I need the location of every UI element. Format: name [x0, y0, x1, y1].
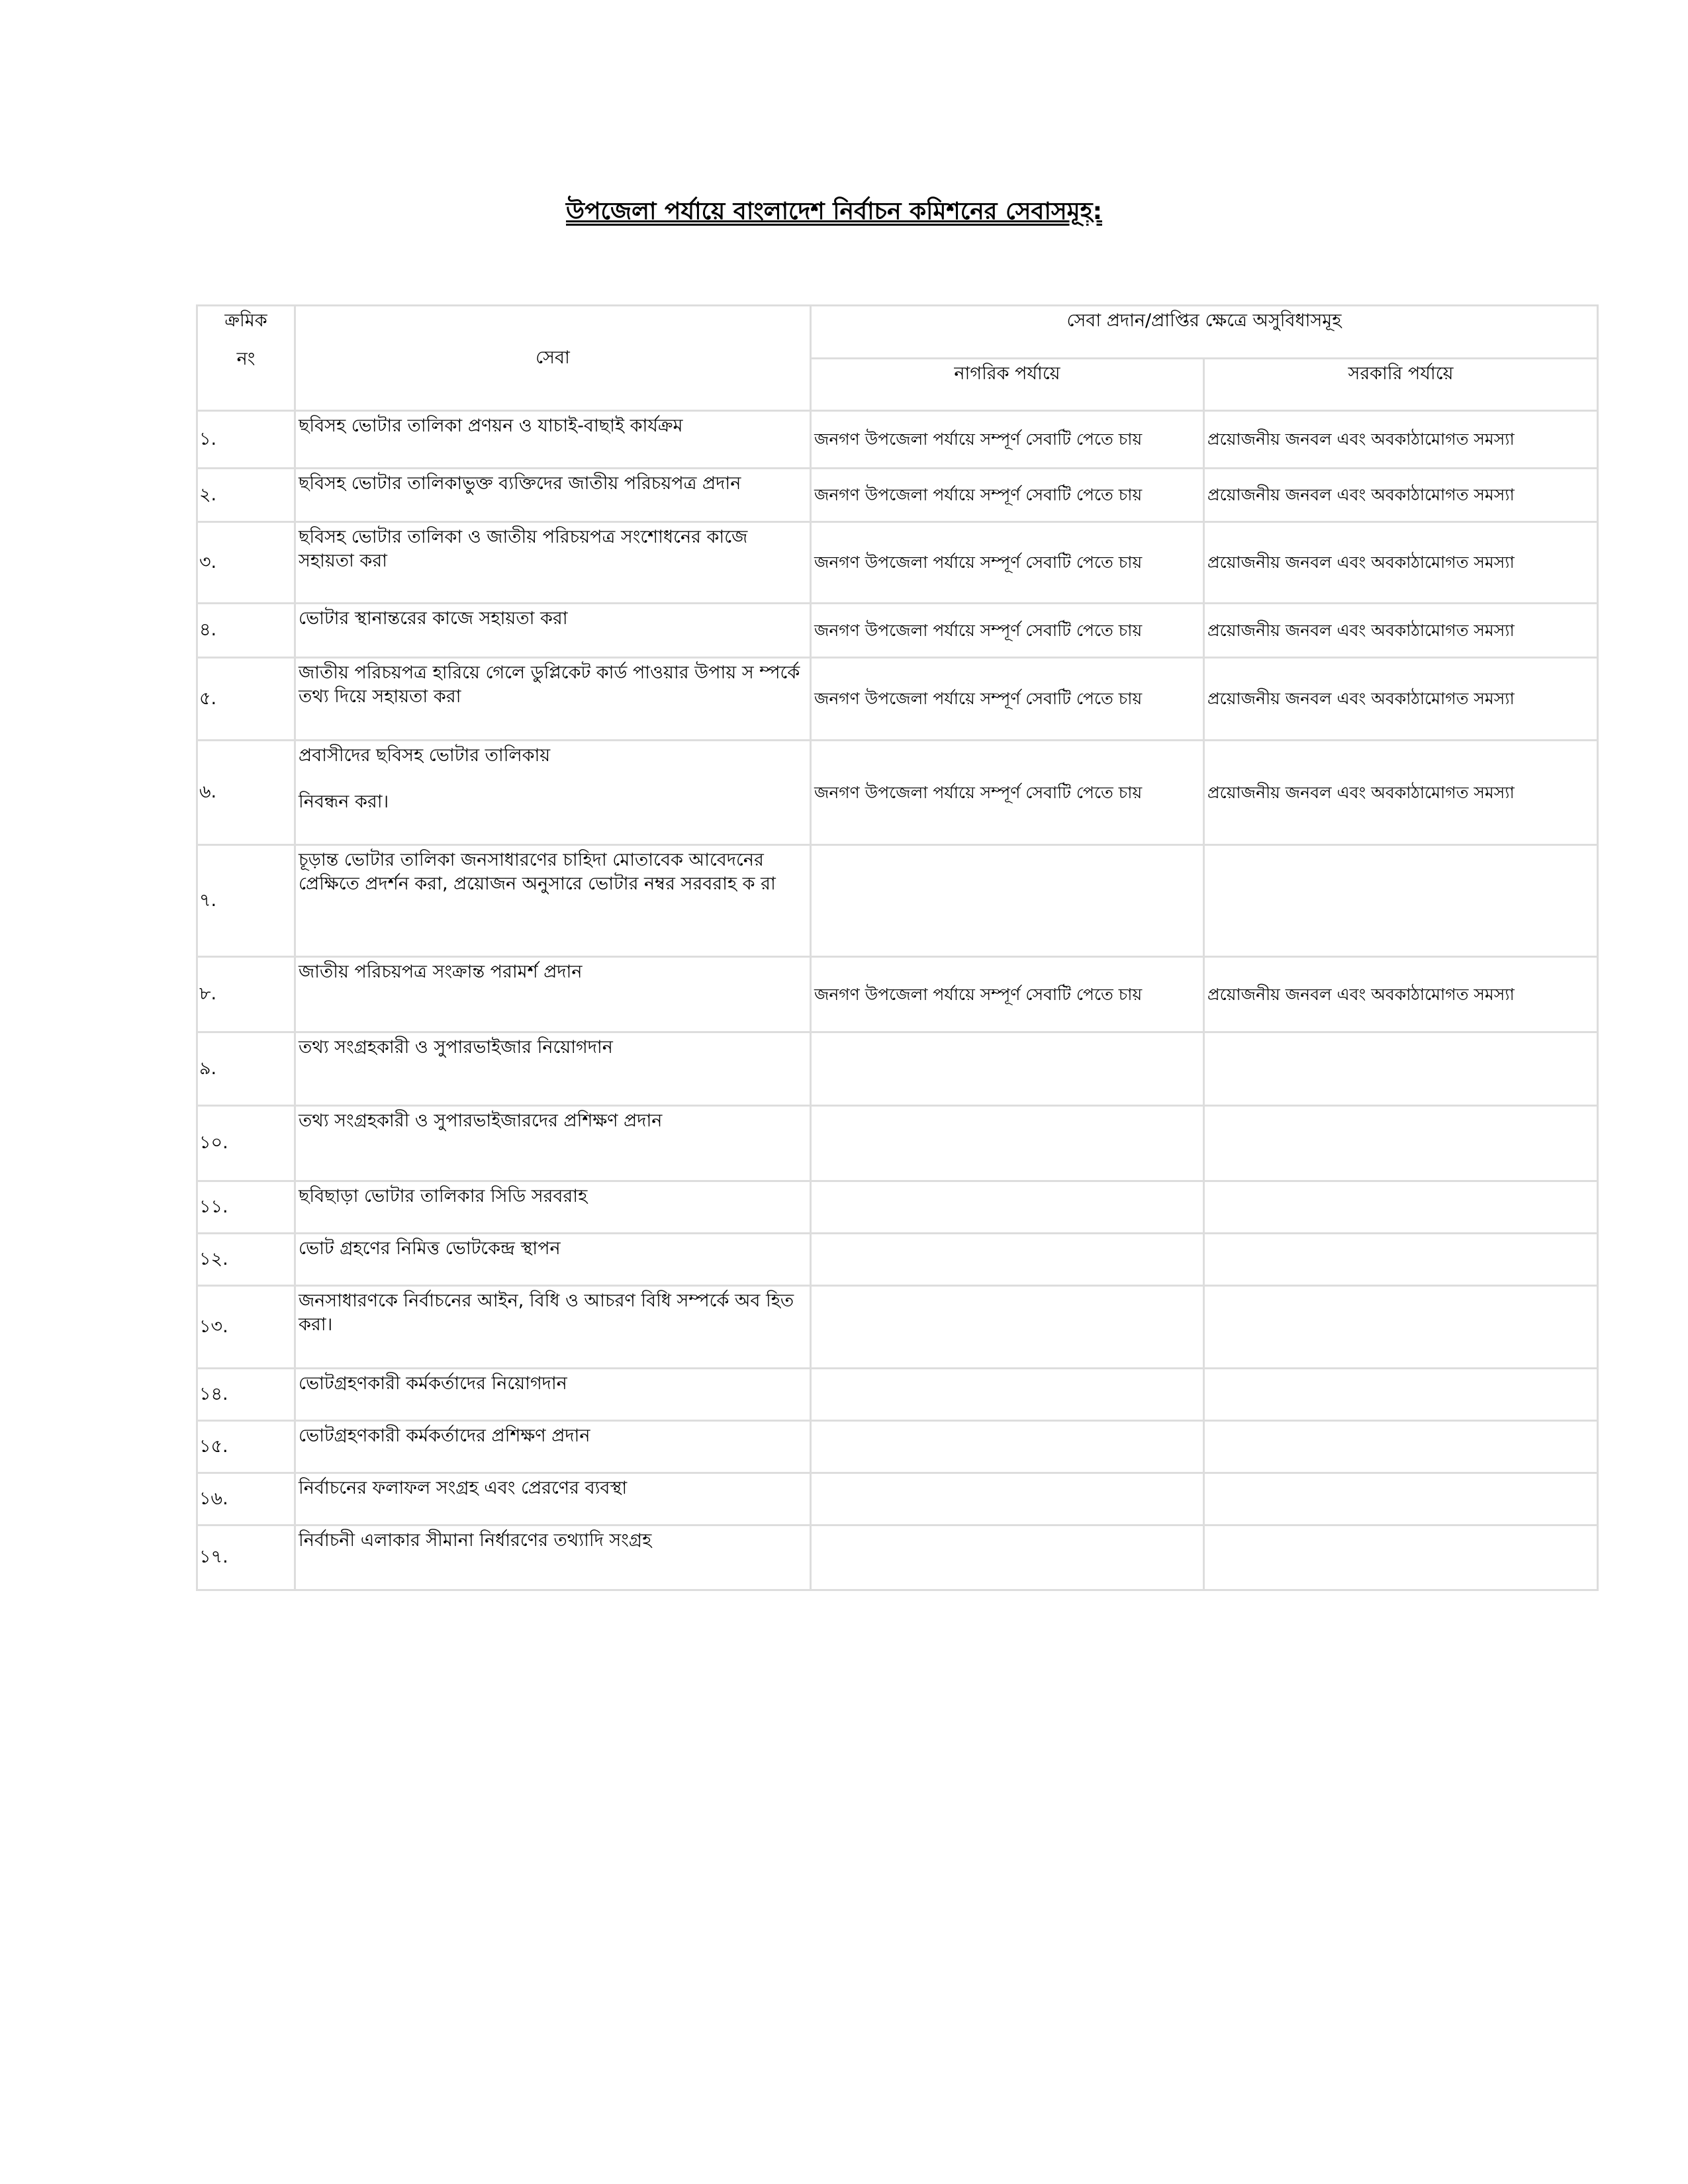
- govt-problem-cell: [1204, 1369, 1598, 1421]
- service-text-cont: নিবন্ধন করা।: [299, 792, 389, 813]
- service-text: জাতীয় পরিচয়পত্র সংক্রান্ত পরামর্শ প্রদান: [299, 962, 583, 982]
- table-row: [197, 1234, 1598, 1286]
- table-row: [197, 1181, 1598, 1234]
- table-row: [197, 411, 1598, 469]
- serial-cell: ১৬.: [197, 1473, 295, 1525]
- table-row: [197, 1032, 1598, 1106]
- page-title: [0, 193, 1668, 233]
- service-cell: [295, 469, 811, 522]
- service-text: তথ্য সংগ্রহকারী ও সুপারভাইজারদের প্রশিক্ষণ প্রদান: [299, 1111, 663, 1131]
- service-text: ভোটগ্রহণকারী কর্মকর্তাদের প্রশিক্ষণ প্রদান: [299, 1426, 590, 1446]
- govt-problem-cell: [1204, 1473, 1598, 1525]
- citizen-problem-cell: জনগণ উপজেলা পর্যায়ে সম্পূর্ণ সেবাটি পেতে চায়: [811, 411, 1204, 469]
- table-row: [197, 1286, 1598, 1369]
- citizen-problem-cell: [811, 1032, 1204, 1106]
- citizen-problem-cell: [811, 1234, 1204, 1286]
- service-cell: [295, 658, 811, 741]
- govt-problem-cell: [1204, 1181, 1598, 1234]
- govt-problem-cell: [1204, 1106, 1598, 1181]
- govt-problem-cell: [1204, 1286, 1598, 1369]
- citizen-problem-cell: [811, 1286, 1204, 1369]
- service-text: ভোট গ্রহণের নিমিত্ত ভোটকেন্দ্র স্থাপন: [299, 1238, 561, 1259]
- service-cell: [295, 1286, 811, 1369]
- service-text: তথ্য সংগ্রহকারী ও সুপারভাইজার নিয়োগদান: [299, 1037, 613, 1058]
- citizen-problem-cell: [811, 845, 1204, 957]
- header-problems: সেবা প্রদান/প্রাপ্তির ক্ষেত্রে অসুবিধাসমূহ: [811, 306, 1598, 359]
- service-text: নির্বাচনী এলাকার সীমানা নির্ধারণের তথ্যাদি সংগ্রহ: [299, 1530, 652, 1551]
- govt-problem-cell: প্রয়োজনীয় জনবল এবং অবকাঠামোগত সমস্যা: [1204, 741, 1598, 845]
- table-row: [197, 1525, 1598, 1590]
- service-cell: [295, 1369, 811, 1421]
- table-row: [197, 1369, 1598, 1421]
- table-row: [197, 1106, 1598, 1181]
- citizen-problem-cell: জনগণ উপজেলা পর্যায়ে সম্পূর্ণ সেবাটি পেতে চায়: [811, 741, 1204, 845]
- header-citizen-level: নাগরিক পর্যায়ে: [811, 359, 1204, 411]
- serial-cell: ৭.: [197, 845, 295, 957]
- service-text: ছবিছাড়া ভোটার তালিকার সিডি সরবরাহ: [299, 1186, 588, 1206]
- serial-cell: ১০.: [197, 1106, 295, 1181]
- service-cell: [295, 957, 811, 1032]
- govt-problem-cell: প্রয়োজনীয় জনবল এবং অবকাঠামোগত সমস্যা: [1204, 522, 1598, 604]
- service-text: প্রবাসীদের ছবিসহ ভোটার তালিকায়: [299, 745, 551, 766]
- service-text: ভোটার স্থানান্তরের কাজে সহায়তা করা: [299, 608, 568, 629]
- citizen-problem-cell: [811, 1369, 1204, 1421]
- service-cell: [295, 1181, 811, 1234]
- services-table: [196, 304, 1599, 1591]
- table-row: [197, 658, 1598, 741]
- citizen-problem-cell: জনগণ উপজেলা পর্যায়ে সম্পূর্ণ সেবাটি পেতে চায়: [811, 522, 1204, 604]
- govt-problem-cell: প্রয়োজনীয় জনবল এবং অবকাঠামোগত সমস্যা: [1204, 957, 1598, 1032]
- service-text: জনসাধারণকে নির্বাচনের আইন, বিধি ও আচরণ বিধি সম্পর্কে অব হিত করা।: [299, 1291, 794, 1336]
- govt-problem-cell: [1204, 1525, 1598, 1590]
- serial-cell: ১৪.: [197, 1369, 295, 1421]
- serial-cell: ২.: [197, 469, 295, 522]
- serial-cell: ১২.: [197, 1234, 295, 1286]
- serial-cell: ৫.: [197, 658, 295, 741]
- header-serial-line2: নং: [236, 349, 256, 370]
- citizen-problem-cell: জনগণ উপজেলা পর্যায়ে সম্পূর্ণ সেবাটি পেতে চায়: [811, 469, 1204, 522]
- service-cell: [295, 845, 811, 957]
- citizen-problem-cell: জনগণ উপজেলা পর্যায়ে সম্পূর্ণ সেবাটি পেতে চায়: [811, 604, 1204, 658]
- govt-problem-cell: প্রয়োজনীয় জনবল এবং অবকাঠামোগত সমস্যা: [1204, 604, 1598, 658]
- serial-cell: ৮.: [197, 957, 295, 1032]
- service-text: চূড়ান্ত ভোটার তালিকা জনসাধারণের চাহিদা মোতাবেক আবেদনের প্রেক্ষিতে প্রদর্শন করা, প্রয়োজন অনুসারে ভোটার নম্বর সরবরাহ ক রা: [299, 850, 776, 895]
- service-text: নির্বাচনের ফলাফল সংগ্রহ এবং প্রেরণের ব্যবস্থা: [299, 1478, 628, 1498]
- service-cell: [295, 1234, 811, 1286]
- service-text: ভোটগ্রহণকারী কর্মকর্তাদের নিয়োগদান: [299, 1373, 567, 1394]
- page-title-text: উপজেলা পর্যায়ে বাংলাদেশ নির্বাচন কমিশনের সেবাসমূহ:: [566, 198, 1102, 225]
- service-text: জাতীয় পরিচয়পত্র হারিয়ে গেলে ডুপ্লিকেট কার্ড পাওয়ার উপায় স ম্পর্কে তথ্য দিয়ে সহায়তা করা: [299, 662, 800, 707]
- citizen-problem-cell: [811, 1473, 1204, 1525]
- service-text: ছবিসহ ভোটার তালিকাভুক্ত ব্যক্তিদের জাতীয় পরিচয়পত্র প্রদান: [299, 473, 741, 494]
- citizen-problem-cell: [811, 1181, 1204, 1234]
- govt-problem-cell: [1204, 1234, 1598, 1286]
- govt-problem-cell: [1204, 845, 1598, 957]
- serial-cell: ১৭.: [197, 1525, 295, 1590]
- govt-problem-cell: প্রয়োজনীয় জনবল এবং অবকাঠামোগত সমস্যা: [1204, 469, 1598, 522]
- header-serial-line1: ক্রমিক: [224, 310, 267, 331]
- serial-cell: ১৫.: [197, 1421, 295, 1473]
- header-service: সেবা: [295, 306, 811, 411]
- table-row: [197, 1473, 1598, 1525]
- table-row: [197, 469, 1598, 522]
- service-cell: [295, 1525, 811, 1590]
- serial-cell: ১৩.: [197, 1286, 295, 1369]
- service-cell: [295, 1421, 811, 1473]
- govt-problem-cell: [1204, 1032, 1598, 1106]
- service-text: ছবিসহ ভোটার তালিকা প্রণয়ন ও যাচাই-বাছাই কার্যক্রম: [299, 416, 683, 436]
- serial-cell: ৩.: [197, 522, 295, 604]
- service-cell: [295, 522, 811, 604]
- govt-problem-cell: প্রয়োজনীয় জনবল এবং অবকাঠামোগত সমস্যা: [1204, 411, 1598, 469]
- table-row: [197, 845, 1598, 957]
- citizen-problem-cell: [811, 1106, 1204, 1181]
- header-govt-level: সরকারি পর্যায়ে: [1204, 359, 1598, 411]
- table-row: [197, 957, 1598, 1032]
- service-text: ছবিসহ ভোটার তালিকা ও জাতীয় পরিচয়পত্র সংশোধনের কাজে সহায়তা করা: [299, 527, 748, 572]
- govt-problem-cell: প্রয়োজনীয় জনবল এবং অবকাঠামোগত সমস্যা: [1204, 658, 1598, 741]
- table-row: [197, 741, 1598, 845]
- service-cell: [295, 1032, 811, 1106]
- serial-cell: ৪.: [197, 604, 295, 658]
- serial-cell: ৬.: [197, 741, 295, 845]
- citizen-problem-cell: জনগণ উপজেলা পর্যায়ে সম্পূর্ণ সেবাটি পেতে চায়: [811, 957, 1204, 1032]
- citizen-problem-cell: জনগণ উপজেলা পর্যায়ে সম্পূর্ণ সেবাটি পেতে চায়: [811, 658, 1204, 741]
- service-cell: [295, 741, 811, 845]
- govt-problem-cell: [1204, 1421, 1598, 1473]
- serial-cell: ৯.: [197, 1032, 295, 1106]
- header-serial: [197, 306, 295, 411]
- citizen-problem-cell: [811, 1421, 1204, 1473]
- citizen-problem-cell: [811, 1525, 1204, 1590]
- service-cell: [295, 604, 811, 658]
- service-cell: [295, 1473, 811, 1525]
- serial-cell: ১.: [197, 411, 295, 469]
- table-row: [197, 604, 1598, 658]
- service-cell: [295, 411, 811, 469]
- serial-cell: ১১.: [197, 1181, 295, 1234]
- table-row: [197, 1421, 1598, 1473]
- service-cell: [295, 1106, 811, 1181]
- table-row: [197, 522, 1598, 604]
